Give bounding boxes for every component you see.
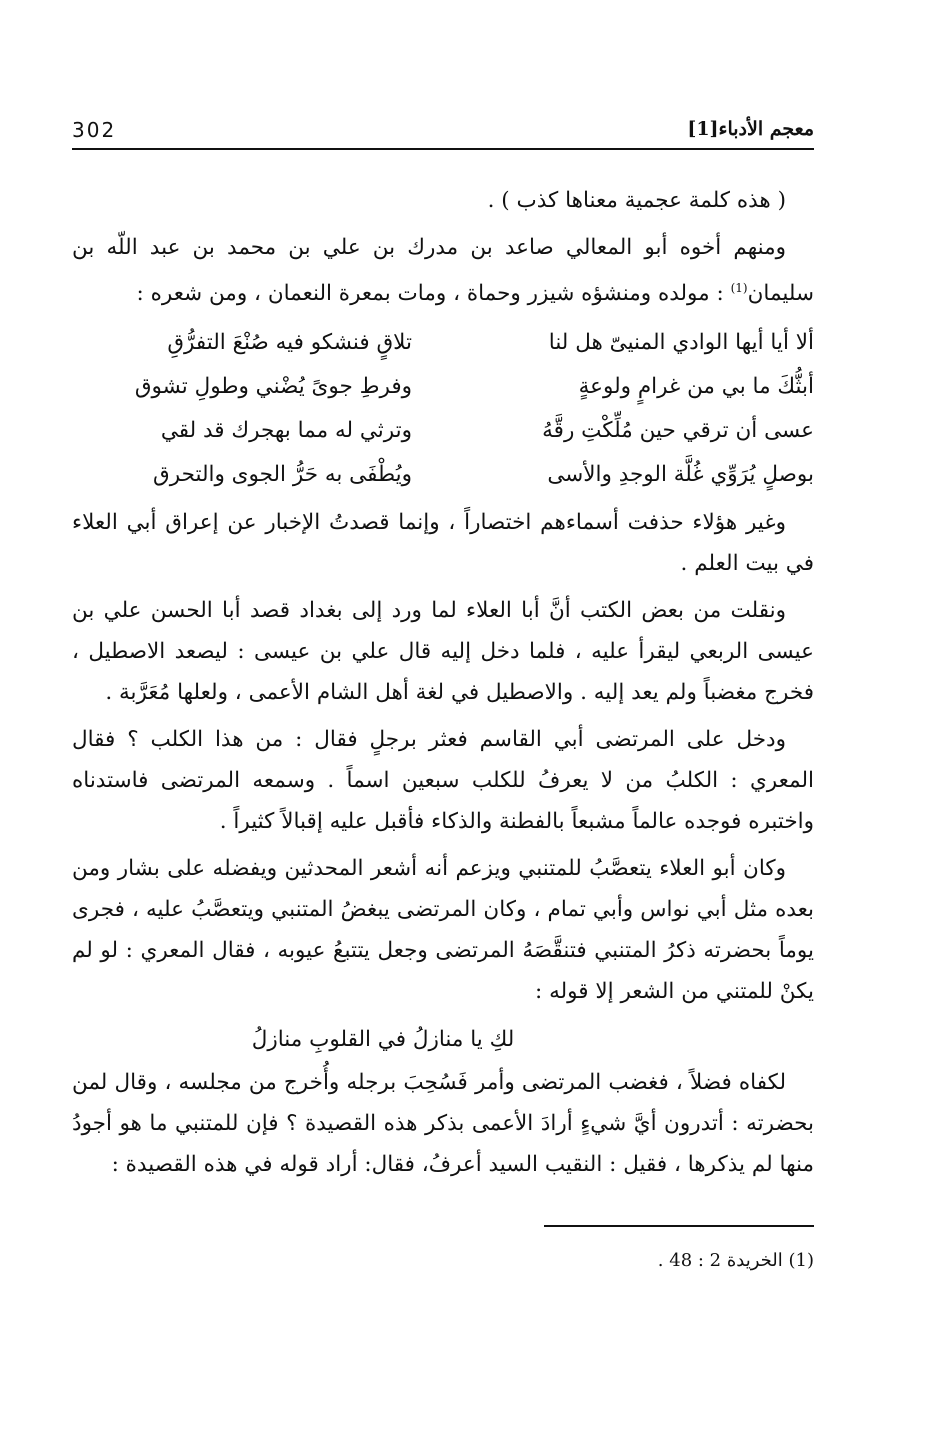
verse-line [72,408,814,452]
running-header [72,112,814,150]
body-text [72,180,814,1191]
paragraph-2-text: ومنهم أخوه أبو المعالي صاعد بن مدرك بن علي بن محمد بن عبد اللّه بن سليمان [72,235,814,307]
hemistich-first: ألا أيا أيها الوادي المنيىّ هل لنا [548,329,814,355]
page-number: 302 [72,118,117,142]
poem [72,320,814,496]
paragraph-7: لكفاه فضلاً ، فغضب المرتضى وأمر فَسُحِبَ برجله وأُخرج من مجلسه ، وقال لمن بحضرته : أتدرون أيَّ شيءٍ أرادَ الأعمى بذكر هذه القصيدة ؟ فإن للمتنبي ما هو أجودُ منها لم يذكرها ، فقيل : النقيب السيد أعرفُ، فقال: أراد قوله في هذه القصيدة : [72,1070,814,1178]
paragraph-2-tail: : مولده ومنشؤه شيزر وحماة ، ومات بمعرة النعمان ، ومن شعره : [136,281,731,307]
paragraph-6: وكان أبو العلاء يتعصَّبُ للمتنبي ويزعم أنه أشعر المحدثين ويفضله على بشار ومن بعده مثل أبي نواس وأبي تمام ، وكان المرتضى يبغضُ المتنبي ويتعصَّبُ عليه ، فجرى يوماً بحضرته ذكرُ المتنبي فتنقَّصَهُ المرتضى وجعل يتتبعُ عيوبه ، فقال المعري : لو لم يكنْ للمتني من الشعر إلا قوله : [72,856,814,1005]
paragraph-3: وغير هؤلاء حذفت أسماءهم اختصاراً ، وإنما قصدتُ الإخبار عن إعراق أبي العلاء في بيت العلم . [72,510,814,577]
verse-line [72,452,814,496]
verse-line [72,320,814,364]
paragraph-4: ونقلت من بعض الكتب أنَّ أبا العلاء لما ورد إلى بغداد قصد أبا الحسن علي بن عيسى الربعي ليقرأ عليه ، فلما دخل إليه قال علي بن عيسى : ليصعد الاصطيل ، فخرج مغضباً ولم يعد إليه . والاصطيل في لغة أهل الشام الأعمى ، ولعلها مُعَرَّبة . [72,598,814,706]
hemistich-second: ويُطْفَى به حَرُّ الجوى والتحرق [153,461,412,487]
hemistich-first: أبثُّكَ ما بي من غرامٍ ولوعةٍ [578,373,814,399]
verse-line [72,364,814,408]
paragraph-2 [72,227,814,314]
hemistich-first: بوصلٍ يُرَوِّي غُلَّة الوجدِ والأسى [547,461,814,487]
hemistich-second: وترثي له مما بهجرك قد لقي [160,417,412,443]
quoted-verse: لكِ يا منازلُ في القلوبِ منازلُ [251,1027,515,1053]
hemistich-second: تلاقٍ فنشكو فيه صُنْعَ التفرُّقِ [167,329,412,355]
hemistich-second: وفرطِ جوىً يُضْني وطولِ تشوق [134,373,412,399]
paragraph-1: ( هذه كلمة عجمية معناها كذب ) . [487,188,786,213]
paragraph-5: ودخل على المرتضى أبي القاسم فعثر برجلٍ فقال : من هذا الكلب ؟ فقال المعري : الكلبُ من لا يعرفُ للكلب سبعين اسماً . وسمعه المرتضى فاستدناه واختبره فوجده عالماً مشبعاً بالفطنة والذكاء فأقبل عليه إقبالاً كثيراً . [72,727,814,835]
footnote-divider [544,1225,814,1227]
book-title: معجم الأدباء[1] [687,118,814,140]
footnote-ref: (1) [730,281,748,295]
hemistich-first: عسى أن ترقي حين مُلِّكْتِ رقَّهُ [542,417,814,443]
footnote: (1) الخريدة 2 : 48 . [657,1250,814,1271]
